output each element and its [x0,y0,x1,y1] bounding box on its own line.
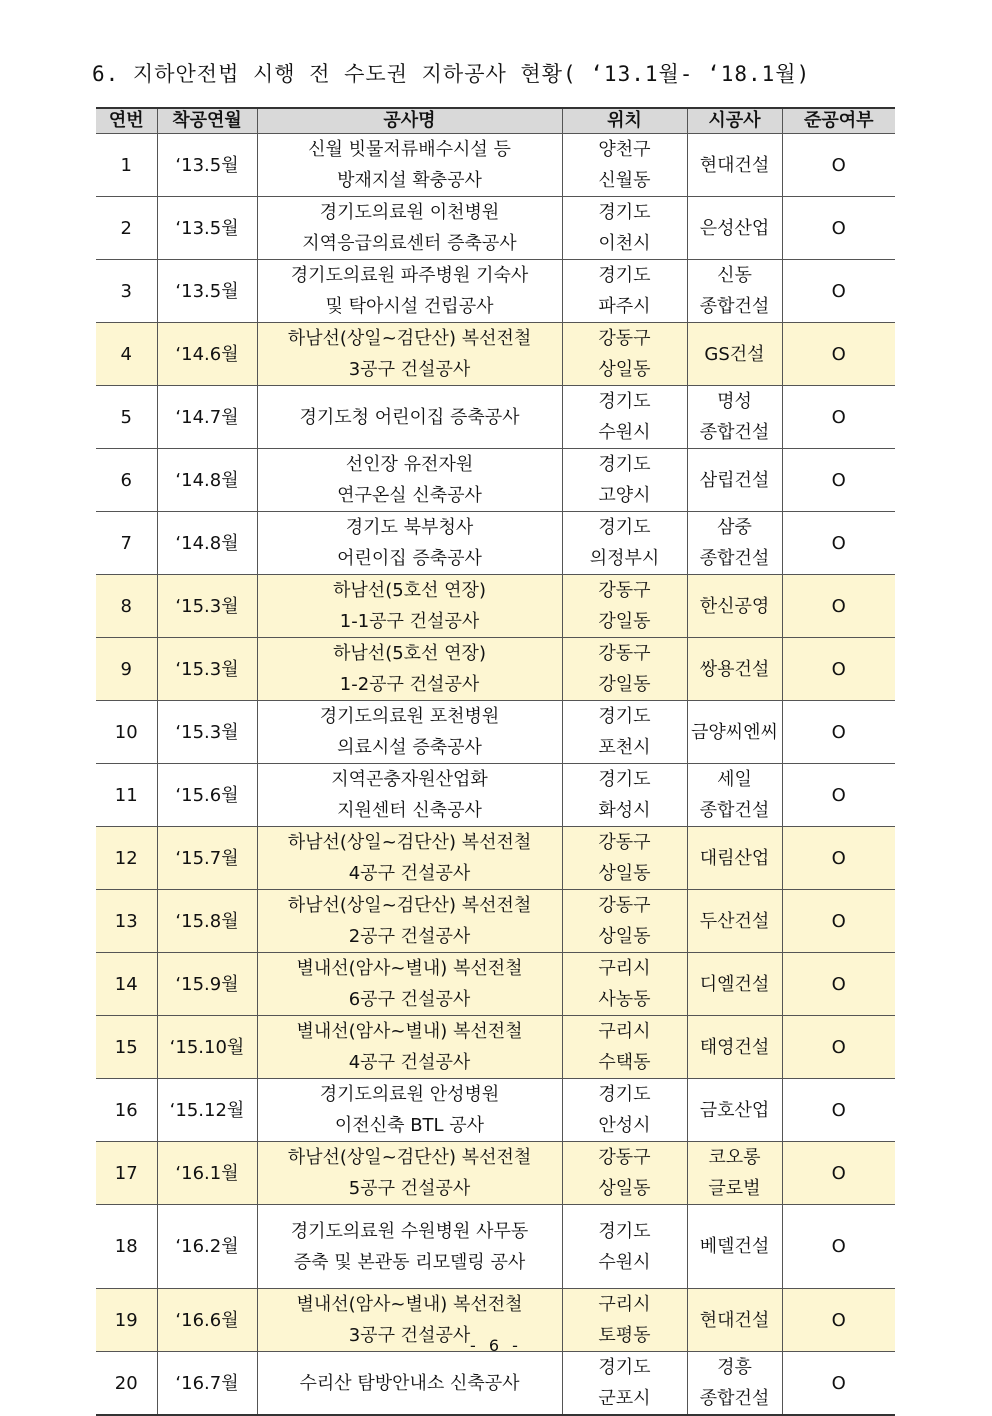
cell-completion: O [782,575,895,638]
cell-contractor [687,575,782,638]
cell-contractor [687,512,782,575]
cell-location [562,953,687,1016]
cell-contractor-line: 베델건설 [699,1236,770,1257]
table-row [96,575,895,638]
cell-contractor [687,449,782,512]
cell-contractor-line: 금호산업 [699,1099,770,1121]
cell-project-name [257,449,562,512]
cell-project-name-line: 하남선(상일~검단산) 복선전철 [287,328,532,349]
cell-project-name-line: 지원센터 신축공사 [337,800,482,821]
cell-contractor [687,1205,782,1289]
cell-project-name-line: 별내선(암사~별내) 복선전철 [296,958,523,979]
cell-location [562,1205,687,1289]
cell-project-name [257,512,562,575]
cell-contractor [687,890,782,953]
cell-completion: O [782,890,895,953]
cell-project-name-line: 하남선(상일~검단산) 복선전철 [287,895,532,916]
cell-contractor [687,764,782,827]
cell-project-name-line: 3공구 건설공사 [348,1325,471,1346]
cell-location-line: 경기도 [598,769,651,790]
cell-contractor-line: 신동 [717,265,752,286]
header-no: 연번 [96,108,157,134]
cell-start-date: ‘15.10월 [157,1016,257,1079]
cell-no: 8 [96,575,157,638]
cell-start-date: ‘15.7월 [157,827,257,890]
cell-project-name-line: 방재지설 확충공사 [337,170,482,191]
table-row [96,1142,895,1205]
cell-no: 13 [96,890,157,953]
cell-completion: O [782,134,895,197]
cell-project-name [257,953,562,1016]
cell-no: 12 [96,827,157,890]
cell-no: 1 [96,134,157,197]
cell-project-name-line: 하남선(상일~검단산) 복선전철 [287,832,532,853]
table-row [96,134,895,197]
cell-location-line: 의정부시 [589,548,660,569]
cell-location-line: 강일동 [598,611,651,632]
table-row [96,260,895,323]
cell-project-name [257,197,562,260]
table-row [96,638,895,701]
table-row [96,449,895,512]
cell-start-date: ‘15.3월 [157,638,257,701]
cell-start-date: ‘15.8월 [157,890,257,953]
cell-completion: O [782,1352,895,1416]
cell-start-date: ‘13.5월 [157,197,257,260]
cell-contractor [687,638,782,701]
cell-contractor-line: 세일 [717,769,752,790]
cell-location [562,575,687,638]
header-completion: 준공여부 [782,108,895,134]
cell-project-name-line: 연구온실 신축공사 [337,485,482,506]
cell-contractor [687,134,782,197]
cell-location [562,323,687,386]
cell-project-name-line: 5공구 건설공사 [348,1178,471,1199]
cell-project-name [257,1142,562,1205]
header-location: 위치 [562,108,687,134]
cell-start-date: ‘15.3월 [157,701,257,764]
cell-completion: O [782,1205,895,1289]
cell-location-line: 경기도 [598,1220,651,1242]
cell-contractor-line: 글로벌 [708,1178,761,1199]
cell-contractor-line: 종합건설 [699,422,770,443]
cell-project-name [257,1352,562,1416]
table-row [96,1352,895,1416]
cell-project-name-line: 4공구 건설공사 [348,1052,471,1073]
cell-completion: O [782,701,895,764]
cell-completion: O [782,1016,895,1079]
cell-location-line: 상일동 [598,359,651,380]
cell-contractor [687,323,782,386]
cell-location-line: 화성시 [598,800,651,821]
cell-project-name [257,134,562,197]
cell-no: 18 [96,1205,157,1289]
header-contractor: 시공사 [687,108,782,134]
cell-project-name-line: 4공구 건설공사 [348,863,471,884]
cell-location [562,197,687,260]
table-row [96,764,895,827]
cell-location [562,1016,687,1079]
table-row [96,827,895,890]
cell-location-line: 구리시 [598,1294,651,1315]
cell-contractor-line: 금양씨엔씨 [691,721,778,743]
cell-contractor [687,827,782,890]
cell-location [562,1352,687,1416]
cell-start-date: ‘15.3월 [157,575,257,638]
cell-project-name-line: 1-2공구 건설공사 [339,674,480,695]
cell-no: 20 [96,1352,157,1416]
table-row [96,1016,895,1079]
cell-location [562,827,687,890]
table-header-row [96,108,895,134]
cell-project-name-line: 의료시설 증축공사 [337,737,482,758]
cell-no: 5 [96,386,157,449]
cell-location-line: 경기도 [598,517,651,538]
cell-project-name-line: 경기도의료원 안성병원 [319,1084,500,1105]
cell-project-name-line: 별내선(암사~별내) 복선전철 [296,1021,523,1042]
cell-location-line: 구리시 [598,958,651,979]
cell-location [562,890,687,953]
cell-completion: O [782,1142,895,1205]
cell-completion: O [782,953,895,1016]
cell-start-date: ‘14.6월 [157,323,257,386]
cell-location-line: 군포시 [598,1388,651,1409]
cell-project-name [257,260,562,323]
cell-no: 10 [96,701,157,764]
cell-contractor-line: 태영건설 [699,1036,770,1058]
cell-location-line: 경기도 [598,454,651,475]
table-row [96,890,895,953]
cell-location-line: 강동구 [598,1147,651,1168]
cell-location [562,764,687,827]
cell-location-line: 신월동 [598,170,651,191]
cell-contractor [687,1142,782,1205]
cell-location-line: 경기도 [598,202,651,223]
cell-location-line: 파주시 [598,296,651,317]
cell-start-date: ‘16.6월 [157,1289,257,1352]
cell-contractor [687,197,782,260]
cell-location-line: 강동구 [598,643,651,664]
cell-location-line: 강동구 [598,580,651,601]
cell-no: 4 [96,323,157,386]
cell-location-line: 경기도 [598,706,651,727]
cell-contractor-line: 명성 [717,391,752,412]
cell-start-date: ‘16.2월 [157,1205,257,1289]
header-project-name: 공사명 [257,108,562,134]
table-row [96,1079,895,1142]
cell-no: 19 [96,1289,157,1352]
header-start-date: 착공연월 [157,108,257,134]
cell-contractor-line: 현대건설 [699,154,770,176]
cell-location-line: 포천시 [598,737,651,758]
cell-project-name-line: 이전신축 BTL 공사 [334,1115,485,1136]
cell-completion: O [782,638,895,701]
cell-location-line: 수택동 [598,1052,651,1073]
cell-location-line: 사농동 [598,989,651,1010]
cell-completion: O [782,197,895,260]
cell-project-name-line: 신월 빗물저류배수시설 등 [308,139,511,160]
cell-completion: O [782,764,895,827]
cell-project-name-line: 별내선(암사~별내) 복선전철 [296,1294,523,1315]
cell-no: 11 [96,764,157,827]
cell-project-name-line: 경기도청 어린이집 증축공사 [299,406,520,428]
cell-location-line: 수원시 [598,1251,651,1273]
cell-completion: O [782,323,895,386]
cell-location [562,1079,687,1142]
cell-location [562,1142,687,1205]
cell-completion: O [782,827,895,890]
cell-location-line: 경기도 [598,391,651,412]
cell-contractor [687,1079,782,1142]
cell-contractor-line: 대림산업 [699,847,770,869]
cell-contractor-line: 종합건설 [699,1388,770,1409]
cell-completion: O [782,449,895,512]
cell-project-name-line: 및 탁아시설 건립공사 [325,296,494,317]
cell-contractor-line: 종합건설 [699,548,770,569]
cell-no: 15 [96,1016,157,1079]
cell-location-line: 안성시 [598,1115,651,1136]
cell-contractor-line: 코오롱 [708,1147,761,1168]
cell-contractor [687,260,782,323]
cell-contractor-line: 두산건설 [699,910,770,932]
cell-completion: O [782,1289,895,1352]
cell-project-name-line: 어린이집 증축공사 [337,548,482,569]
cell-contractor-line: 현대건설 [699,1309,770,1331]
cell-location-line: 경기도 [598,1357,651,1378]
cell-contractor-line: 은성산업 [699,217,770,239]
cell-location-line: 고양시 [598,485,651,506]
page-title: 6. 지하안전법 시행 전 수도권 지하공사 현황( ‘13.1월- ‘18.1월) [92,62,811,86]
table-row [96,1205,895,1289]
cell-start-date: ‘15.9월 [157,953,257,1016]
cell-location-line: 강일동 [598,674,651,695]
cell-completion: O [782,260,895,323]
cell-project-name [257,575,562,638]
cell-location-line: 강동구 [598,895,651,916]
cell-no: 17 [96,1142,157,1205]
table-row [96,512,895,575]
table-row [96,701,895,764]
cell-project-name-line: 경기도의료원 파주병원 기숙사 [290,265,529,286]
construction-table [96,107,895,1416]
cell-project-name [257,1079,562,1142]
cell-project-name-line: 3공구 건설공사 [348,359,471,380]
page-number: - 6 - [470,1336,522,1355]
cell-project-name [257,890,562,953]
cell-project-name-line: 경기도 북부청사 [345,517,474,538]
cell-location-line: 상일동 [598,863,651,884]
cell-project-name [257,386,562,449]
cell-project-name-line: 수리산 탐방안내소 신축공사 [299,1372,520,1394]
cell-location-line: 구리시 [598,1021,651,1042]
cell-project-name [257,638,562,701]
cell-project-name [257,323,562,386]
cell-project-name [257,701,562,764]
cell-contractor-line: 종합건설 [699,296,770,317]
cell-location [562,449,687,512]
table-row [96,386,895,449]
cell-no: 6 [96,449,157,512]
cell-contractor [687,386,782,449]
cell-location [562,134,687,197]
cell-start-date: ‘14.8월 [157,512,257,575]
cell-location [562,701,687,764]
cell-start-date: ‘16.7월 [157,1352,257,1416]
cell-project-name-line: 지역곤충자원산업화 [331,769,488,790]
cell-location [562,260,687,323]
cell-contractor-line: 삼중 [717,517,752,538]
cell-start-date: ‘14.8월 [157,449,257,512]
cell-contractor-line: 경흥 [717,1357,752,1378]
cell-start-date: ‘15.12월 [157,1079,257,1142]
cell-location [562,512,687,575]
table-row [96,953,895,1016]
cell-no: 2 [96,197,157,260]
cell-start-date: ‘15.6월 [157,764,257,827]
cell-contractor-line: 종합건설 [699,800,770,821]
cell-completion: O [782,386,895,449]
cell-project-name-line: 1-1공구 건설공사 [339,611,480,632]
cell-location-line: 양천구 [598,139,651,160]
cell-no: 9 [96,638,157,701]
cell-project-name-line: 경기도의료원 수원병원 사무동 [290,1220,529,1242]
cell-completion: O [782,512,895,575]
cell-project-name [257,1016,562,1079]
cell-no: 16 [96,1079,157,1142]
cell-start-date: ‘16.1월 [157,1142,257,1205]
cell-location [562,386,687,449]
cell-project-name-line: 하남선(5호선 연장) [333,643,486,664]
cell-project-name [257,1205,562,1289]
cell-project-name-line: 경기도의료원 이천병원 [319,202,500,223]
cell-location-line: 상일동 [598,926,651,947]
cell-location-line: 이천시 [598,233,651,254]
table-row [96,197,895,260]
cell-project-name [257,764,562,827]
cell-project-name-line: 지역응급의료센터 증축공사 [302,233,517,254]
cell-project-name-line: 하남선(상일~검단산) 복선전철 [287,1147,532,1168]
cell-no: 7 [96,512,157,575]
cell-location-line: 상일동 [598,1178,651,1199]
cell-no: 14 [96,953,157,1016]
cell-project-name-line: 경기도의료원 포천병원 [319,706,500,727]
cell-location-line: 경기도 [598,1084,651,1105]
cell-project-name [257,827,562,890]
cell-project-name-line: 6공구 건설공사 [348,989,471,1010]
cell-contractor [687,1352,782,1416]
cell-project-name-line: 증축 및 본관동 리모델링 공사 [293,1251,526,1273]
cell-contractor-line: 쌍용건설 [699,658,770,680]
cell-completion: O [782,1079,895,1142]
cell-contractor [687,1016,782,1079]
cell-contractor-line: 삼립건설 [699,469,770,491]
cell-start-date: ‘13.5월 [157,260,257,323]
cell-contractor [687,701,782,764]
cell-project-name-line: 하남선(5호선 연장) [333,580,486,601]
cell-location-line: 강동구 [598,832,651,853]
cell-contractor [687,953,782,1016]
cell-location-line: 경기도 [598,265,651,286]
cell-location [562,638,687,701]
cell-project-name-line: 2공구 건설공사 [348,926,471,947]
cell-start-date: ‘13.5월 [157,134,257,197]
cell-location-line: 수원시 [598,422,651,443]
cell-location-line: 토평동 [598,1325,651,1346]
cell-project-name-line: 선인장 유전자원 [345,454,474,475]
cell-start-date: ‘14.7월 [157,386,257,449]
cell-contractor-line: 한신공영 [699,595,770,617]
cell-contractor-line: 디엘건설 [699,973,770,995]
cell-location-line: 강동구 [598,328,651,349]
cell-no: 3 [96,260,157,323]
table-row [96,323,895,386]
cell-contractor-line: GS건설 [704,343,765,365]
